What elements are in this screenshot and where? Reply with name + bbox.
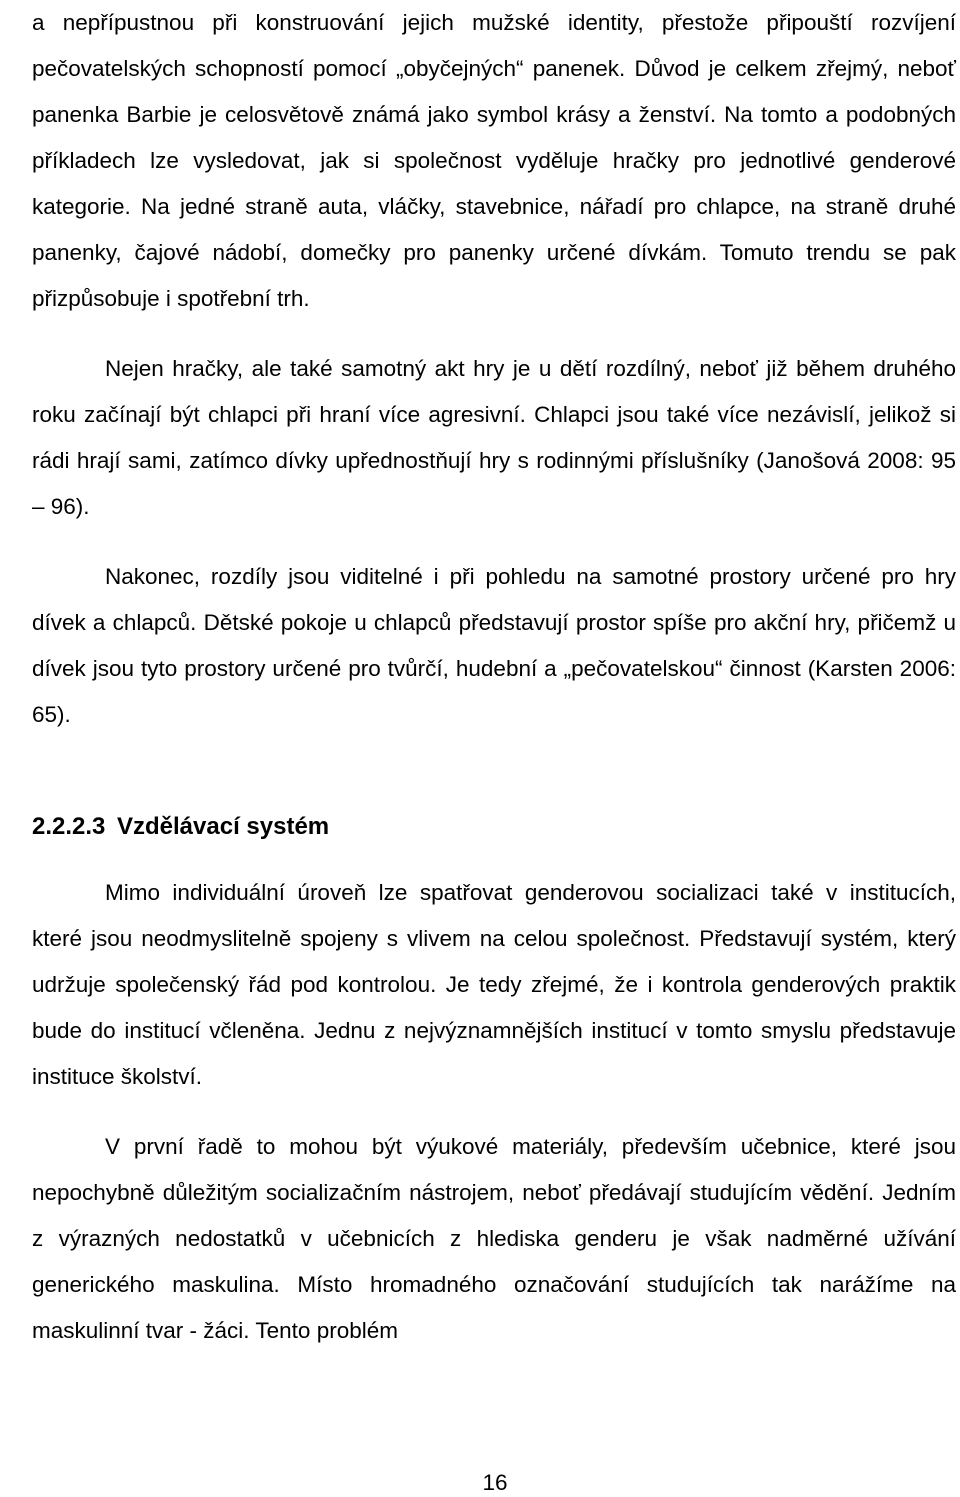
paragraph-continuation: a nepřípustnou při konstruování jejich mužské identity, přestože připouští rozvíjení pečovatelských schopností pomocí „obyčejných“ panenek. Důvod je celkem zřejmý, neboť panenka Barbie je celosvětově známá jako symbol krásy a ženství. Na tomto a podobných příkladech lze vysledovat, jak si společnost vyděluje hračky pro jednotlivé genderové kategorie. Na jedné straně auta, vláčky, stavebnice, nářadí pro chlapce, na straně druhé panenky, čajové nádobí, domečky pro panenky určené dívkám. Tomuto trendu se pak přizpůsobuje i spotřební trh. xyxy=(32,10,956,311)
paragraph: Nejen hračky, ale také samotný akt hry je u dětí rozdílný, neboť již během druhého roku začínají být chlapci při hraní více agresivní. Chlapci jsou také více nezávislí, jelikož si rádi hrají sami, zatímco dívky upřednostňují hry s rodinnými příslušníky (Janošová 2008: 95 – 96). xyxy=(32,356,956,519)
section-heading xyxy=(32,804,956,850)
paragraph: V první řadě to mohou být výukové materiály, především učebnice, které jsou nepochybně důležitým socializačním nástrojem, neboť předávají studujícím vědění. Jedním z výrazných nedostatků v učebnicích z hlediska genderu je však nadměrné užívání generického maskulina. Místo hromadného označování studujících tak narážíme na maskulinní tvar - žáci. Tento problém xyxy=(32,1134,956,1343)
section-number: 2.2.2.3 xyxy=(32,813,106,840)
page-number: 16 xyxy=(482,1470,508,1495)
paragraph: Mimo individuální úroveň lze spatřovat genderovou socializaci také v institucích, které jsou neodmyslitelně spojeny s vlivem na celou společnost. Představují systém, který udržuje společenský řád pod kontrolou. Je tedy zřejmé, že i kontrola genderových praktik bude do institucí včleněna. Jednu z nejvýznamnějších institucí v tomto smyslu představuje instituce školství. xyxy=(32,880,956,1089)
section-title: Vzdělávací systém xyxy=(117,813,330,840)
paragraph: Nakonec, rozdíly jsou viditelné i při pohledu na samotné prostory určené pro hry dívek a chlapců. Dětské pokoje u chlapců představují prostor spíše pro akční hry, přičemž u dívek jsou tyto prostory určené pro tvůrčí, hudební a „pečovatelskou“ činnost (Karsten 2006: 65). xyxy=(32,564,956,727)
document-page xyxy=(32,0,956,1354)
